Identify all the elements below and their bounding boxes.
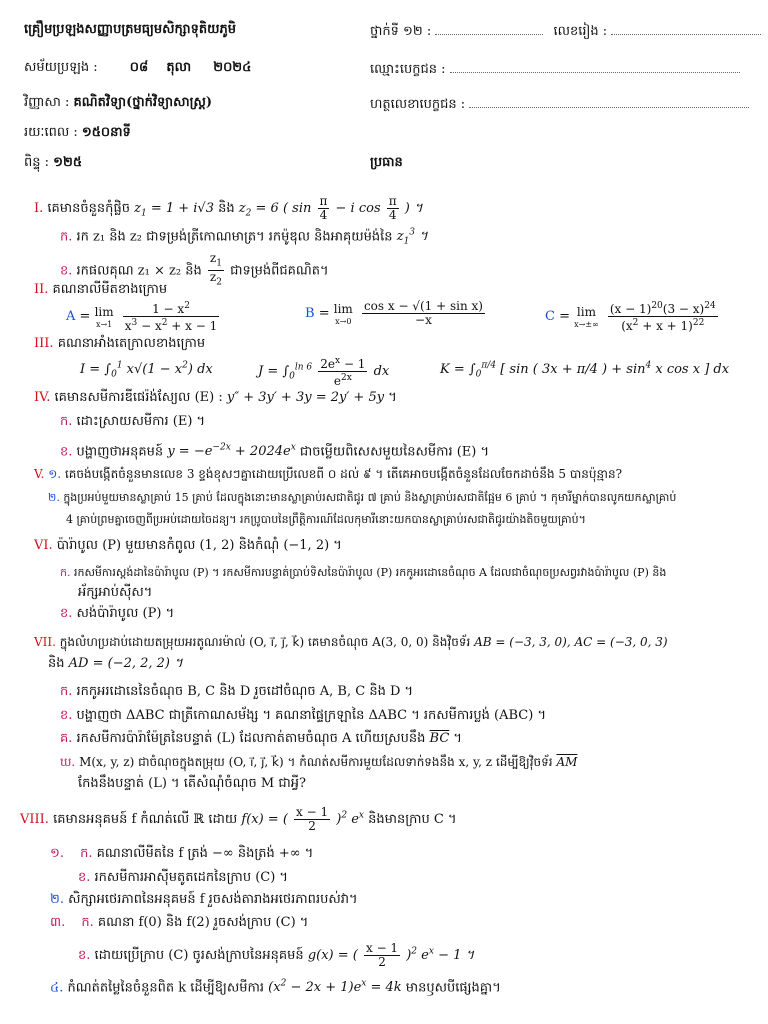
q3-text: គណនាអាំងតេក្រាលខាងក្រោម [57, 336, 206, 351]
q7-part-c: គ. រកសមីការប៉ារ៉ាម៉ែត្រនៃបន្ទាត់ (L) ដែលកាត់តាមចំណុច A ហើយស្របនឹង $\overline{BC}$ ។ [60, 731, 462, 746]
q1-b-end: ជាទម្រង់ពីជគណិត។ [230, 263, 329, 279]
q8-number: VIII. [20, 812, 49, 827]
session-year: ២០២៤ [213, 60, 252, 75]
q6-stem [34, 538, 342, 554]
q8-p4-end: មានឫសបីផ្សេងគ្នា។ [405, 980, 501, 996]
q8-1b [78, 870, 288, 886]
seat-field[interactable] [611, 22, 761, 35]
q5-1-text: គេចង់បង្កើតចំនួនមានលេខ 3 ខ្ទង់ខុសៗគ្នាដោយប្រើលេខពី ០ ដល់ ៩ ។ តើគេអាចបង្កើតចំនួនដែលចែកដាច់នឹង 5 បានប៉ុន្មាន? [64, 467, 623, 481]
q1-part-b: ខ. រកផលគុណ z₁ × z₂ និង $\frac{z_1}{z_2}$ ជាទម្រង់ពីជគណិត។ [60, 251, 329, 288]
integral-i: $I = \int_0^1$ $x√(1 - x^2)$ dx [80, 361, 213, 380]
q8-p4-label: ៤. [50, 980, 64, 996]
q4-part-b: ខ. បង្ហាញថាអនុគមន៍ $y = -e^{-2x} + 2024e^x$ ជាចម្លើយពិសេសមួយនៃសមីការ (E) ។ [60, 443, 490, 460]
q7-d-line2: កែងនឹងបន្ទាត់ (L) ។ តើសំណុំចំណុច M ជាអ្វី? [78, 776, 306, 791]
q8-end: និងមានក្រាប C ។ [368, 812, 457, 827]
q7-part-a [60, 684, 413, 700]
duration-row [24, 125, 131, 141]
q7-b-label: ខ. [60, 708, 73, 723]
q7-a-label: ក. [60, 684, 73, 699]
q8-p3b-label: ខ. [78, 948, 91, 963]
q1-a-label: ក. [60, 229, 73, 245]
q4-a-label: ក. [60, 414, 73, 429]
vector-ab: AB = (−3, 3, 0), [474, 635, 571, 649]
q8-4: ៤. កំណត់តម្លៃនៃចំនួនពិត k ដើម្បីឱ្យសមីការ $(x^2 - 2x + 1)e^x = 4k$ មានឫសបីផ្សេងគ្នា។ [50, 979, 501, 996]
q7-c-label: គ. [60, 731, 73, 746]
duration-value: ១៥០នាទី [81, 125, 131, 140]
session-row [24, 60, 251, 76]
q2-text: គណនាលីមីតខាងក្រោម [52, 282, 168, 297]
q5-part-2 [48, 490, 676, 506]
exam-title: ប្រធាន [370, 155, 403, 170]
score-row [24, 155, 82, 171]
duration-label: រយៈពេល : [24, 125, 78, 140]
candidate-name-label: ឈ្មោះបេក្ខជន : [370, 62, 446, 77]
q6-b-label: ខ. [60, 606, 73, 621]
q8-p2-label: ២. [50, 892, 64, 907]
grade-label: ថ្នាក់ទី ១២ : [370, 24, 432, 39]
q5-part-1 [34, 466, 622, 482]
q1-b-text: រកផលគុណ z₁ × z₂ និង [76, 263, 202, 279]
candidate-sign-row [370, 95, 749, 113]
q6-a-line2: អ័ក្សអាប់ស៊ីស។ [78, 585, 153, 600]
q7-line2-row [48, 656, 183, 672]
candidate-sign-field[interactable] [469, 95, 749, 108]
q1-stem: I. គេមានចំនួនកុំផ្លិច $z_1 = 1 + i√3$ និង $z_2 = 6$ ( sin $\frac{\pi}{4}$ − i cos $\frac{\pi}{4}$ ) ។ [34, 194, 423, 222]
q8-p1-label: ១. [50, 846, 64, 861]
q6-a-label: ក. [60, 566, 71, 579]
q8-text: គេមានអនុគមន៍ f កំណត់លើ ℝ ដោយ [53, 812, 238, 827]
q8-p1b-text: រកសមីការអាស៊ីមតូតដេកនៃក្រាប (C) ។ [94, 870, 288, 885]
q7-d-label: ឃ. [60, 755, 76, 769]
q7-line2: និង [48, 656, 65, 671]
q8-stem: VIII. គេមានអនុគមន៍ f កំណត់លើ ℝ ដោយ f(x) = ( $\frac{x - 1}{2}$ )$^2$ $e^x$ និងមានក្រាប C ។ [20, 805, 457, 833]
q5-number: V. [34, 467, 45, 481]
q6-part-a [60, 565, 666, 581]
subject-value: គណិតវិទ្យា(ថ្នាក់វិទ្យាសាស្ត្រ) [73, 95, 212, 110]
session-day: ០៨ [129, 60, 149, 75]
q1-b-label: ខ. [60, 263, 73, 279]
school-title: គ្រឿមប្រឡងសញ្ញាបត្រមធ្យមសិក្សាទុតិយភូមិ [24, 22, 236, 37]
grade-row [370, 22, 761, 40]
limit-a: A = lim x→1 $\frac{1 - x^2}{x^3 - x^2 + x - 1}$ [66, 301, 218, 333]
q7-part-b [60, 708, 546, 724]
q1-number: I. [34, 201, 44, 216]
session-month: តុលា [166, 60, 192, 75]
subject-row [24, 95, 212, 111]
q6-text: ប៉ារ៉ាបូល (P) មួយមានកំពូល (1, 2) និងកំណុំ (−1, 2) ។ [56, 538, 342, 553]
q8-2 [50, 892, 358, 908]
integral-k: $K = \int_0^{\pi/4}$ [ sin ( 3x + π/4 ) + $\sin^4 x$ cos x ] dx [440, 361, 730, 380]
q8-p4-text: កំណត់តម្លៃនៃចំនួនពិត k ដើម្បីឱ្យសមីការ [67, 980, 265, 996]
q1-a-text: រក z₁ និង z₂ ជាទម្រង់ត្រីកោណមាត្រ។ រកម៉ូឌុល និងអាគុយម៉ង់នៃ [76, 229, 393, 245]
score-value: ១២៥ [53, 155, 83, 170]
limit-c: C = lim x→±∞ $\frac{(x - 1)^{20}(3 - x)^{24}}{(x^2 + x + 1)^{22}}$ [545, 301, 716, 333]
q4-a-text: ដោះស្រាយសមីការ (E) ។ [76, 414, 206, 429]
candidate-name-row [370, 60, 740, 78]
q5-2-label: ២. [48, 491, 60, 504]
q2-number: II. [34, 282, 49, 297]
vector-am: $\overline{AM}$ [556, 755, 578, 769]
vector-ac: AC = (−3, 0, 3) [574, 635, 668, 649]
q4-b-text: បង្ហាញថាអនុគមន៍ [76, 444, 164, 460]
q7-a-text: រកកូអរដោនេនៃចំណុច B, C និង D រួចដៅចំណុច A, B, C និង D ។ [76, 684, 414, 699]
q8-p3b-text: ដោយប្រើក្រាប (C) ចូរសង់ក្រាបនៃអនុគមន៍ [94, 948, 304, 963]
q3-stem [34, 336, 205, 352]
q8-1a [50, 846, 313, 862]
q8-p3-label: ៣. [50, 915, 66, 930]
q5-1-label: ១. [48, 467, 62, 481]
q6-b-text: សង់ប៉ារ៉ាបូល (P) ។ [76, 606, 175, 621]
q7-c-text: រកសមីការប៉ារ៉ាម៉ែត្រនៃបន្ទាត់ (L) ដែលកាត់តាមចំណុច A ហើយស្របនឹង [76, 731, 426, 746]
candidate-sign-label: ហត្ថលេខាបេក្ខជន : [370, 97, 466, 112]
q8-p1a-text: គណនាលីមីតនៃ f ត្រង់ −∞ និងត្រង់ +∞ ។ [96, 846, 314, 861]
q5-2-line1: ក្នុងប្រអប់មួយមានស្លាគ្រាប់ 15 គ្រាប់ ដែលក្នុងនោះមានស្លាគ្រាប់រសជាតិជូរ ៧ គ្រាប់ និងស្លាគ្រាប់រសជាតិផ្អែម 6 គ្រាប់ ។ កុមារីម្នាក់បានលូកយកស្លាគ្រាប់ [63, 491, 677, 504]
q6-number: VI. [34, 538, 53, 553]
q6-a-line1: រកសមីការស្តង់ដានៃប៉ារ៉ាបូល (P) ។ រកសមីការបន្ទាត់ប្រាប់ទិសនៃប៉ារ៉ាបូល (P) រកកូអរដោនេចំណុច A ដែលជាចំណុចប្រសព្វរវាងប៉ារ៉ាបូល (P) និង [73, 566, 667, 579]
q1-text: គេមានចំនួនកុំផ្លិច [47, 201, 130, 216]
session-label: សម័យប្រឡង : [24, 60, 98, 75]
subject-label: វិញ្ញាសា : [24, 95, 70, 110]
q8-p3a-text: គណនា f(0) និង f(2) រួចសង់ក្រាប (C) ។ [97, 915, 309, 930]
q7-number: VII. [34, 635, 56, 649]
q8-3a [50, 915, 308, 931]
q7-part-d [60, 754, 577, 770]
q7-stem [34, 634, 668, 650]
integral-j: $J = \int_0^{ln 6}$ $\frac{2e^x - 1}{e^{2x}}$ dx [258, 356, 390, 388]
q3-number: III. [34, 336, 54, 351]
q4-text: គេមានសមីការឌីផេរ៉ង់ស្យែល (E) : [54, 390, 223, 405]
q4-b-label: ខ. [60, 444, 73, 460]
q4-b-end: ជាចម្លើយពិសេសមួយនៃសមីការ (E) ។ [299, 444, 490, 460]
q6-part-b [60, 606, 174, 622]
candidate-name-field[interactable] [450, 60, 740, 73]
q8-3b: ខ. ដោយប្រើក្រាប (C) ចូរសង់ក្រាបនៃអនុគមន៍ g(x) = ( $\frac{x - 1}{2}$ )$^2$ $e^x - 1$ ។ [78, 941, 475, 969]
q8-p1b-label: ខ. [78, 870, 91, 885]
q7-line1: ក្នុងលំហប្រដាប់ដោយតម្រុយអរតូណរម៉ាល់ (O, i⃗, j⃗, k⃗) គេមានចំណុច A(3, 0, 0) និងវ៉ិចទ័រ [59, 635, 471, 649]
seat-label: លេខរៀង : [553, 24, 608, 39]
q1-and: និង [218, 201, 235, 216]
limit-b: B = lim x→0 $\frac{\text{cos x − √(1 + sin x)}}{-x}$ [305, 299, 483, 327]
q8-p2-text: សិក្សាអថេរភាពនៃអនុគមន៍ f រួចសង់តារាងអថេរភាពរបស់វា។ [68, 892, 358, 907]
q5-2-line2: 4 គ្រាប់ព្រមគ្នាចេញពីប្រអប់ដោយចៃដន្យ។ រកប្រូបាបនៃព្រឹត្តិការណ៍ដែលកុមារីនោះយកបានស្លាគ្រាប់រសជាតិជូរយ៉ាងតិចមួយគ្រាប់។ [66, 513, 586, 526]
vector-ad: AD = (−2, 2, 2) ។ [68, 656, 183, 671]
q2-stem [34, 282, 167, 298]
q7-d-line1: M(x, y, z) ជាចំណុចក្នុងតម្រុយ (O, i⃗, j⃗, k⃗) ។ កំណត់សមីការមួយដែលទាក់ទងនឹង x, y, z ដើម្បីឱ្យវ៉ិចទ័រ [79, 755, 553, 769]
vector-bc: $\overline{BC}$ [429, 731, 450, 746]
score-label: ពិន្ទុ : [24, 155, 50, 170]
q1-part-a: ក. រក z₁ និង z₂ ជាទម្រង់ត្រីកោណមាត្រ។ រកម៉ូឌុល និងអាគុយម៉ង់នៃ $z_1^3$ ។ [60, 228, 428, 247]
q8-p3a-label: ក. [81, 915, 94, 930]
q4-number: IV. [34, 390, 51, 405]
q4-stem: IV. គេមានសមីការឌីផេរ៉ង់ស្យែល (E) : y″ + 3y′ + 3y = 2y′ + 5y ។ [34, 390, 397, 405]
grade-field[interactable] [435, 22, 543, 35]
q8-p1a-label: ក. [80, 846, 93, 861]
q7-b-text: បង្ហាញថា ΔABC ជាត្រីកោណសម័ង្ស ។ គណនាផ្ទៃក្រឡានៃ ΔABC ។ រកសមីការប្លង់ (ABC) ។ [76, 708, 547, 723]
q4-part-a [60, 414, 205, 430]
